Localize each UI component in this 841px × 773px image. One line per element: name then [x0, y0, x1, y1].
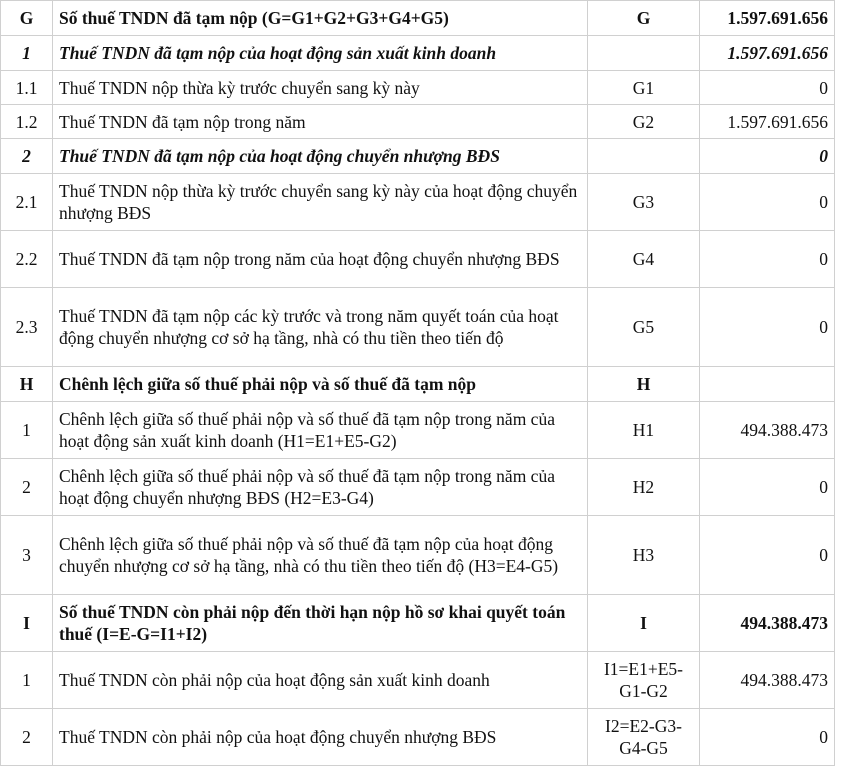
- row-description: Chênh lệch giữa số thuế phải nộp và số thuế đã tạm nộp trong năm của hoạt động sản xuất kinh doanh (H1=E1+E5-G2): [53, 402, 588, 459]
- row-description: Thuế TNDN đã tạm nộp trong năm: [53, 105, 588, 139]
- row-value: 0: [700, 71, 835, 105]
- row-number: 2: [1, 459, 53, 516]
- tax-table-body: [1, 1, 835, 766]
- row-number: 2.3: [1, 288, 53, 367]
- row-code: H2: [588, 459, 700, 516]
- row-value: 0: [700, 709, 835, 766]
- table-row: [1, 1, 835, 36]
- row-number: 1: [1, 652, 53, 709]
- row-description: Thuế TNDN còn phải nộp của hoạt động chuyển nhượng BĐS: [53, 709, 588, 766]
- row-code: I1=E1+E5-G1-G2: [588, 652, 700, 709]
- row-number: G: [1, 1, 53, 36]
- row-number: 2: [1, 709, 53, 766]
- row-description: Thuế TNDN đã tạm nộp của hoạt động sản xuất kinh doanh: [53, 36, 588, 71]
- table-row: [1, 105, 835, 139]
- row-value: 0: [700, 139, 835, 174]
- row-number: 3: [1, 516, 53, 595]
- row-description: Thuế TNDN nộp thừa kỳ trước chuyển sang kỳ này: [53, 71, 588, 105]
- row-value: 494.388.473: [700, 402, 835, 459]
- row-code: I: [588, 595, 700, 652]
- row-code: I2=E2-G3-G4-G5: [588, 709, 700, 766]
- row-description: Thuế TNDN đã tạm nộp của hoạt động chuyển nhượng BĐS: [53, 139, 588, 174]
- row-description: Thuế TNDN còn phải nộp của hoạt động sản xuất kinh doanh: [53, 652, 588, 709]
- table-row: [1, 139, 835, 174]
- table-row: [1, 367, 835, 402]
- row-value: 0: [700, 288, 835, 367]
- row-value: 0: [700, 174, 835, 231]
- row-value: 0: [700, 459, 835, 516]
- row-description: Chênh lệch giữa số thuế phải nộp và số thuế đã tạm nộp: [53, 367, 588, 402]
- row-number: 1: [1, 402, 53, 459]
- row-code: [588, 139, 700, 174]
- row-code: H3: [588, 516, 700, 595]
- row-code: [588, 36, 700, 71]
- row-description: Thuế TNDN nộp thừa kỳ trước chuyển sang kỳ này của hoạt động chuyển nhượng BĐS: [53, 174, 588, 231]
- row-value: 0: [700, 231, 835, 288]
- row-value: 494.388.473: [700, 652, 835, 709]
- row-code: G: [588, 1, 700, 36]
- row-code: G3: [588, 174, 700, 231]
- row-number: 1.2: [1, 105, 53, 139]
- row-number: 2: [1, 139, 53, 174]
- table-row: [1, 516, 835, 595]
- row-code: G4: [588, 231, 700, 288]
- table-row: [1, 71, 835, 105]
- table-row: [1, 174, 835, 231]
- table-row: [1, 402, 835, 459]
- row-number: 1: [1, 36, 53, 71]
- row-code: G5: [588, 288, 700, 367]
- row-number: H: [1, 367, 53, 402]
- row-value: 1.597.691.656: [700, 105, 835, 139]
- row-number: I: [1, 595, 53, 652]
- row-description: Chênh lệch giữa số thuế phải nộp và số thuế đã tạm nộp của hoạt động chuyển nhượng cơ sở hạ tầng, nhà có thu tiền theo tiến độ (H3=E4-G5): [53, 516, 588, 595]
- row-value: 494.388.473: [700, 595, 835, 652]
- row-code: H1: [588, 402, 700, 459]
- row-number: 1.1: [1, 71, 53, 105]
- row-description: Số thuế TNDN còn phải nộp đến thời hạn nộp hồ sơ khai quyết toán thuế (I=E-G=I1+I2): [53, 595, 588, 652]
- table-row: [1, 231, 835, 288]
- table-row: [1, 288, 835, 367]
- row-code: G1: [588, 71, 700, 105]
- row-value: 1.597.691.656: [700, 36, 835, 71]
- table-row: [1, 36, 835, 71]
- row-description: Thuế TNDN đã tạm nộp các kỳ trước và trong năm quyết toán của hoạt động chuyển nhượng cơ sở hạ tầng, nhà có thu tiền theo tiến độ: [53, 288, 588, 367]
- row-code: G2: [588, 105, 700, 139]
- row-number: 2.2: [1, 231, 53, 288]
- row-value: 0: [700, 516, 835, 595]
- row-value: 1.597.691.656: [700, 1, 835, 36]
- table-row: [1, 459, 835, 516]
- table-row: [1, 595, 835, 652]
- row-number: 2.1: [1, 174, 53, 231]
- row-code: H: [588, 367, 700, 402]
- row-description: Số thuế TNDN đã tạm nộp (G=G1+G2+G3+G4+G5): [53, 1, 588, 36]
- table-row: [1, 652, 835, 709]
- row-description: Chênh lệch giữa số thuế phải nộp và số thuế đã tạm nộp trong năm của hoạt động chuyển nhượng BĐS (H2=E3-G4): [53, 459, 588, 516]
- row-description: Thuế TNDN đã tạm nộp trong năm của hoạt động chuyển nhượng BĐS: [53, 231, 588, 288]
- table-row: [1, 709, 835, 766]
- row-value: [700, 367, 835, 402]
